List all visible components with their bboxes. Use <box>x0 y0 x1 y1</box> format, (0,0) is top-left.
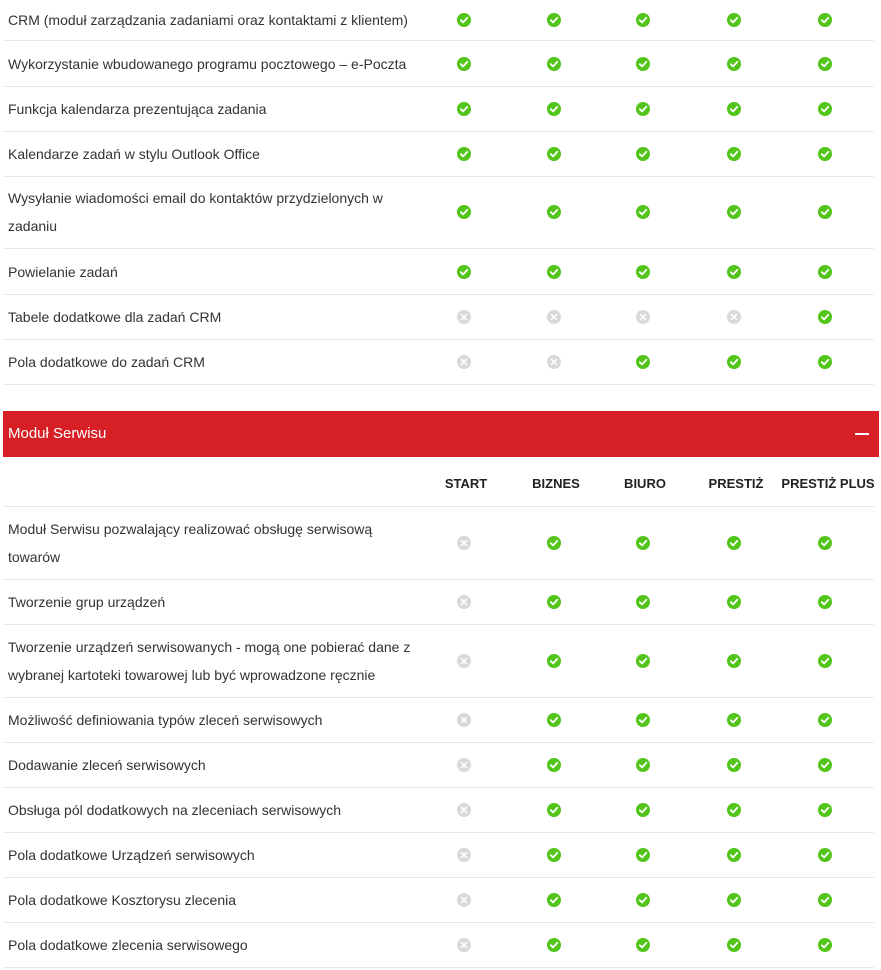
x-circle-icon <box>457 938 471 952</box>
plan-cell-biznes <box>539 86 569 131</box>
plan-cell-biuro <box>628 580 658 624</box>
plan-cell-biznes <box>539 878 569 922</box>
feature-label-text: Funkcja kalendarza prezentująca zadania <box>8 100 267 117</box>
feature-label-text: Tworzenie grup urządzeń <box>8 594 166 610</box>
plan-cell-start <box>449 878 479 922</box>
check-circle-icon <box>818 57 832 71</box>
feature-label-text: Pola dodatkowe do zadań CRM <box>8 353 205 370</box>
check-circle-icon <box>727 893 741 907</box>
feature-label <box>8 507 418 579</box>
column-header-biznes: BIZNES <box>532 476 580 491</box>
x-circle-icon <box>457 893 471 907</box>
table-row <box>3 625 874 698</box>
check-circle-icon <box>636 938 650 952</box>
x-circle-icon <box>547 310 561 324</box>
feature-label-text: Kalendarze zadań w stylu Outlook Office <box>8 145 260 162</box>
feature-label <box>8 923 418 967</box>
plan-cell-prestiż-plus <box>810 86 840 131</box>
table-row <box>3 507 874 580</box>
plan-cell-prestiż-plus <box>810 878 840 922</box>
check-circle-icon <box>727 265 741 279</box>
check-circle-icon <box>727 848 741 862</box>
column-header-biuro: BIURO <box>624 476 666 491</box>
feature-label <box>8 86 418 131</box>
feature-label-text: Dodawanie zleceń serwisowych <box>8 757 206 773</box>
feature-label <box>8 131 418 176</box>
check-circle-icon <box>818 758 832 772</box>
plan-cell-prestiż-plus <box>810 698 840 742</box>
check-circle-icon <box>727 654 741 668</box>
table-row <box>3 833 874 878</box>
x-circle-icon <box>457 310 471 324</box>
plan-cell-prestiż-plus <box>810 580 840 624</box>
x-circle-icon <box>636 310 650 324</box>
check-circle-icon <box>547 102 561 116</box>
plan-cell-start <box>449 743 479 787</box>
feature-label <box>8 294 418 339</box>
plan-cell-start <box>449 580 479 624</box>
plan-cell-start <box>449 339 479 384</box>
plan-cell-start <box>449 507 479 579</box>
feature-label <box>8 339 418 384</box>
x-circle-icon <box>457 595 471 609</box>
check-circle-icon <box>636 205 650 219</box>
check-circle-icon <box>818 595 832 609</box>
check-circle-icon <box>636 147 650 161</box>
plan-cell-prestiż <box>719 507 749 579</box>
feature-label-text: Moduł Serwisu pozwalający realizować obsługę serwisową towarów <box>8 521 373 565</box>
plan-cell-biuro <box>628 249 658 294</box>
check-circle-icon <box>727 713 741 727</box>
check-circle-icon <box>547 848 561 862</box>
check-circle-icon <box>547 893 561 907</box>
check-circle-icon <box>457 265 471 279</box>
plan-cell-prestiż <box>719 294 749 339</box>
plan-cell-prestiż-plus <box>810 833 840 877</box>
plan-cell-prestiż <box>719 176 749 248</box>
feature-label-text: Pola dodatkowe Kosztorysu zlecenia <box>8 892 237 908</box>
table-row <box>3 131 874 177</box>
plan-cell-biznes <box>539 788 569 832</box>
plan-cell-prestiż <box>719 131 749 176</box>
feature-label <box>8 788 418 832</box>
check-circle-icon <box>818 310 832 324</box>
x-circle-icon <box>457 803 471 817</box>
check-circle-icon <box>636 848 650 862</box>
column-header-prestiż-plus: PRESTIŻ PLUS <box>781 476 875 491</box>
x-circle-icon <box>547 355 561 369</box>
table-row <box>3 698 874 743</box>
plan-cell-prestiż-plus <box>810 41 840 86</box>
plan-cell-start <box>449 176 479 248</box>
plan-cell-prestiż-plus <box>810 507 840 579</box>
plan-cell-biznes <box>539 249 569 294</box>
service-module-header[interactable] <box>3 411 879 457</box>
feature-label-text: CRM (moduł zarządzania zadaniami oraz kontaktami z klientem) <box>8 12 408 28</box>
check-circle-icon <box>636 713 650 727</box>
plan-cell-biznes <box>539 507 569 579</box>
check-circle-icon <box>818 938 832 952</box>
x-circle-icon <box>457 848 471 862</box>
plan-cell-prestiż <box>719 339 749 384</box>
x-circle-icon <box>457 536 471 550</box>
check-circle-icon <box>818 265 832 279</box>
table-row <box>3 176 874 249</box>
plan-cell-biuro <box>628 923 658 967</box>
plan-cell-biznes <box>539 0 569 40</box>
check-circle-icon <box>727 355 741 369</box>
plan-cell-biuro <box>628 294 658 339</box>
plan-cell-prestiż-plus <box>810 0 840 40</box>
section-title: Moduł Serwisu <box>8 425 107 442</box>
plan-cell-prestiż <box>719 878 749 922</box>
plan-cell-prestiż <box>719 41 749 86</box>
column-header-prestiż: PRESTIŻ <box>708 476 764 491</box>
plan-cell-biznes <box>539 698 569 742</box>
table-row <box>3 86 874 132</box>
plan-cell-prestiż-plus <box>810 923 840 967</box>
feature-label-text: Tworzenie urządzeń serwisowanych - mogą one pobierać dane z wybranej kartoteki towarowej lub być wprowadzone ręcznie <box>8 639 411 683</box>
column-header-start: START <box>444 476 488 491</box>
plan-cell-start <box>449 41 479 86</box>
plan-cell-prestiż <box>719 86 749 131</box>
plan-cell-biuro <box>628 625 658 697</box>
x-circle-icon <box>457 355 471 369</box>
check-circle-icon <box>727 102 741 116</box>
check-circle-icon <box>547 803 561 817</box>
check-circle-icon <box>636 57 650 71</box>
column-headers <box>3 457 874 507</box>
feature-label <box>8 833 418 877</box>
plan-cell-prestiż <box>719 923 749 967</box>
check-circle-icon <box>818 654 832 668</box>
plan-cell-biuro <box>628 86 658 131</box>
check-circle-icon <box>547 205 561 219</box>
check-circle-icon <box>818 848 832 862</box>
plan-cell-biuro <box>628 878 658 922</box>
check-circle-icon <box>727 57 741 71</box>
plan-cell-prestiż-plus <box>810 294 840 339</box>
feature-label <box>8 625 418 697</box>
check-circle-icon <box>636 536 650 550</box>
check-circle-icon <box>457 205 471 219</box>
check-circle-icon <box>547 13 561 27</box>
feature-label <box>8 743 418 787</box>
plan-cell-biuro <box>628 743 658 787</box>
feature-label <box>8 878 418 922</box>
plan-cell-prestiż-plus <box>810 339 840 384</box>
plan-cell-biuro <box>628 788 658 832</box>
check-circle-icon <box>818 205 832 219</box>
check-circle-icon <box>727 803 741 817</box>
minus-icon[interactable] <box>855 433 869 435</box>
table-row <box>3 788 874 833</box>
check-circle-icon <box>727 595 741 609</box>
plan-cell-prestiż <box>719 580 749 624</box>
check-circle-icon <box>547 147 561 161</box>
plan-cell-prestiż-plus <box>810 625 840 697</box>
check-circle-icon <box>818 713 832 727</box>
plan-cell-prestiż-plus <box>810 176 840 248</box>
plan-cell-biznes <box>539 176 569 248</box>
check-circle-icon <box>818 13 832 27</box>
table-row <box>3 743 874 788</box>
check-circle-icon <box>457 13 471 27</box>
plan-cell-biznes <box>539 625 569 697</box>
check-circle-icon <box>636 265 650 279</box>
check-circle-icon <box>636 654 650 668</box>
check-circle-icon <box>636 803 650 817</box>
check-circle-icon <box>727 205 741 219</box>
plan-cell-start <box>449 625 479 697</box>
check-circle-icon <box>457 102 471 116</box>
feature-label-text: Pola dodatkowe Urządzeń serwisowych <box>8 847 255 863</box>
check-circle-icon <box>636 595 650 609</box>
check-circle-icon <box>547 536 561 550</box>
plan-cell-biznes <box>539 833 569 877</box>
plan-cell-biuro <box>628 339 658 384</box>
check-circle-icon <box>727 13 741 27</box>
feature-label <box>8 580 418 624</box>
plan-cell-prestiż <box>719 788 749 832</box>
plan-cell-biuro <box>628 176 658 248</box>
plan-cell-start <box>449 86 479 131</box>
feature-label-text: Wykorzystanie wbudowanego programu pocztowego – e-Poczta <box>8 55 407 72</box>
check-circle-icon <box>727 758 741 772</box>
check-circle-icon <box>547 654 561 668</box>
check-circle-icon <box>818 803 832 817</box>
plan-cell-start <box>449 249 479 294</box>
plan-cell-biznes <box>539 294 569 339</box>
plan-cell-prestiż-plus <box>810 249 840 294</box>
feature-label <box>8 0 418 40</box>
x-circle-icon <box>457 713 471 727</box>
feature-label <box>8 41 418 86</box>
plan-cell-biuro <box>628 833 658 877</box>
check-circle-icon <box>547 713 561 727</box>
feature-label-text: Możliwość definiowania typów zleceń serwisowych <box>8 712 323 728</box>
check-circle-icon <box>818 355 832 369</box>
check-circle-icon <box>818 102 832 116</box>
plan-cell-prestiż <box>719 833 749 877</box>
table-row <box>3 41 874 87</box>
feature-label <box>8 176 418 248</box>
table-row <box>3 339 874 385</box>
plan-cell-start <box>449 294 479 339</box>
plan-cell-biznes <box>539 743 569 787</box>
table-row <box>3 878 874 923</box>
plan-cell-prestiż <box>719 625 749 697</box>
check-circle-icon <box>547 938 561 952</box>
plan-cell-biznes <box>539 339 569 384</box>
plan-cell-start <box>449 833 479 877</box>
plan-cell-biuro <box>628 507 658 579</box>
check-circle-icon <box>547 758 561 772</box>
check-circle-icon <box>636 102 650 116</box>
plan-cell-biuro <box>628 0 658 40</box>
check-circle-icon <box>636 13 650 27</box>
plan-cell-prestiż-plus <box>810 788 840 832</box>
feature-label-text: Wysyłanie wiadomości email do kontaktów przydzielonych w zadaniu <box>8 190 383 234</box>
feature-label-text: Tabele dodatkowe dla zadań CRM <box>8 308 222 325</box>
check-circle-icon <box>547 595 561 609</box>
check-circle-icon <box>457 147 471 161</box>
plan-cell-biuro <box>628 131 658 176</box>
check-circle-icon <box>457 57 471 71</box>
check-circle-icon <box>818 893 832 907</box>
check-circle-icon <box>727 147 741 161</box>
check-circle-icon <box>818 147 832 161</box>
plan-cell-biznes <box>539 131 569 176</box>
plan-cell-prestiż <box>719 743 749 787</box>
check-circle-icon <box>727 536 741 550</box>
table-row <box>3 923 874 968</box>
feature-label <box>8 249 418 294</box>
plan-cell-prestiż <box>719 0 749 40</box>
x-circle-icon <box>457 654 471 668</box>
feature-label-text: Obsługa pól dodatkowych na zleceniach serwisowych <box>8 802 342 818</box>
table-row <box>3 0 874 41</box>
check-circle-icon <box>636 355 650 369</box>
table-row <box>3 580 874 625</box>
plan-cell-biznes <box>539 923 569 967</box>
feature-label-text: Powielanie zadań <box>8 263 118 280</box>
check-circle-icon <box>547 57 561 71</box>
check-circle-icon <box>727 938 741 952</box>
plan-cell-start <box>449 131 479 176</box>
plan-cell-biuro <box>628 41 658 86</box>
check-circle-icon <box>818 536 832 550</box>
plan-cell-biznes <box>539 41 569 86</box>
x-circle-icon <box>457 758 471 772</box>
feature-label <box>8 698 418 742</box>
plan-cell-start <box>449 698 479 742</box>
plan-cell-prestiż <box>719 698 749 742</box>
plan-cell-start <box>449 923 479 967</box>
plan-cell-prestiż-plus <box>810 131 840 176</box>
plan-cell-prestiż-plus <box>810 743 840 787</box>
table-row <box>3 249 874 295</box>
feature-label-text: Pola dodatkowe zlecenia serwisowego <box>8 937 248 953</box>
check-circle-icon <box>636 758 650 772</box>
check-circle-icon <box>636 893 650 907</box>
x-circle-icon <box>727 310 741 324</box>
plan-cell-start <box>449 788 479 832</box>
table-row <box>3 294 874 340</box>
plan-cell-prestiż <box>719 249 749 294</box>
plan-cell-biuro <box>628 698 658 742</box>
plan-cell-biznes <box>539 580 569 624</box>
check-circle-icon <box>547 265 561 279</box>
plan-cell-start <box>449 0 479 40</box>
